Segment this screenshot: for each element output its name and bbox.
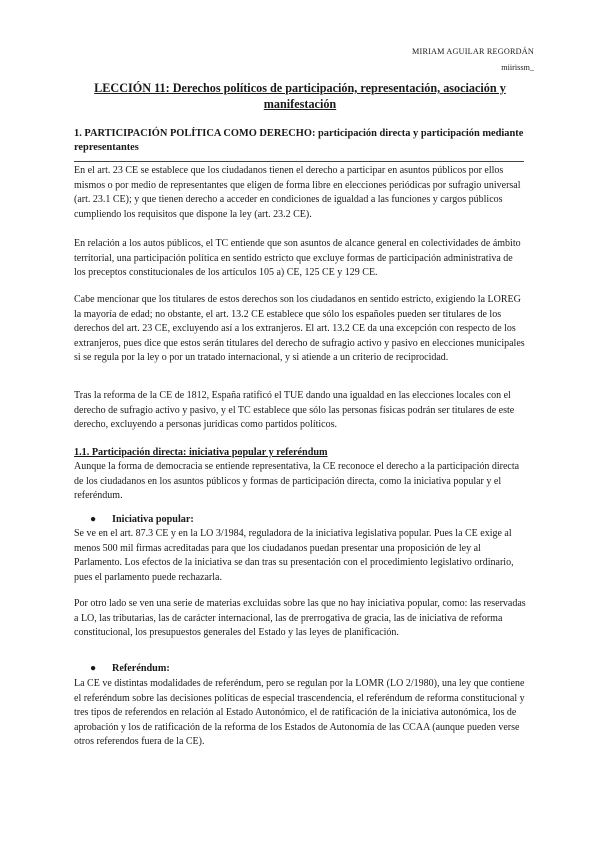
paragraph: Cabe mencionar que los titulares de estos derechos son los ciudadanos en sentido estricto, exigiendo la LOREG la mayoría de edad; no obstante, el art. 13.2 CE establece que sólo los españoles pueden ser titulares de los derechos del art. 23 CE, excluyendo así a los extranjeros. El art. 13.2 CE da una excepción con respecto de los extranjeros, pues dice que estos serán titulares del derecho de sufragio activo y pasivo en elecciones municipales si se regula por la ley o por un tratado internacional, y si atiende a un criterio de reciprocidad. <box>74 294 525 364</box>
bullet-item <box>90 663 170 674</box>
paragraph: La CE ve distintas modalidades de referéndum, pero se regulan por la LOMR (LO 2/1980), una ley que contiene el referéndum sobre las decisiones políticas de especial trascendencia, el referéndum de reforma constitucional y tres tipos de referendos en relación al Estado Autonómico, el de ratificación de la iniciativa autonómica, los de aprobación y los de ratificación de la reforma de los Estados de Autonomía de las CCAA (aunque pueden verse otros referendos fuera de la CE). <box>74 678 525 748</box>
paragraph: Se ve en el art. 87.3 CE y en la LO 3/1984, reguladora de la iniciativa legislativa popular. Pues la CE exige al menos 500 mil firmas acreditadas para que los ciudadanos puedan presentar una proposición de ley al Parlamento. Los efectos de la iniciativa se dan tras su presentación con el procedimiento legislativo ordinario, pues el parlamento puede rechazarla. <box>74 528 514 583</box>
bullet-label: Iniciativa popular: <box>112 514 194 525</box>
paragraph: Aunque la forma de democracia se entiende representativa, la CE reconoce el derecho a la participación directa de los ciudadanos en los asuntos públicos y formas de participación directa, como la iniciativa popular y el referéndum. <box>74 461 520 502</box>
subsection-heading: 1.1. Participación directa: iniciativa popular y referéndum <box>74 447 328 458</box>
paragraph: En relación a los autos públicos, el TC entiende que son asuntos de alcance general en colectividades de ámbito territorial, una participación política en sentido estricto que excluye formas de participación administrativa de los preceptos constitucionales de los artículos 105 a) CE, 125 CE y 129 CE. <box>74 238 521 279</box>
author-name: MIRIAM AGUILAR REGORDÁN <box>412 47 534 56</box>
paragraph: Tras la reforma de la CE de 1812, España ratificó el TUE dando una igualdad en las elecciones locales con el derecho de sufragio activo y pasivo, y el TC establece que sólo las personas físicas podrán ser titulares de este derecho, excluyendo a personas jurídicas como partidos políticos. <box>74 390 515 431</box>
section-divider <box>74 161 524 162</box>
section-heading: 1. PARTICIPACIÓN POLÍTICA COMO DERECHO: participación directa y participación mediante representantes <box>74 128 524 153</box>
bullet-label: Referéndum: <box>112 663 170 674</box>
bullet-item <box>90 514 194 525</box>
bullet-icon: ● <box>90 663 97 674</box>
author-username: miirissm_ <box>501 63 534 72</box>
paragraph: Por otro lado se ven una serie de materias excluidas sobre las que no hay iniciativa popular, como: las reservadas a LO, las tributarias, las de carácter internacional, las de prerrogativa de gracia, las de iniciativa de reforma constitucional, los presupuestos generales del Estado y las leyes de planificación. <box>74 598 526 639</box>
lesson-title: LECCIÓN 11: Derechos políticos de participación, representación, asociación y manifestación <box>94 81 506 111</box>
bullet-icon: ● <box>90 514 97 525</box>
paragraph: En el art. 23 CE se establece que los ciudadanos tienen el derecho a participar en asuntos públicos por ellos mismos o por medio de representantes que eligen de forma libre en elecciones periódicas por sufragio universal (art. 23.1 CE); y que tienen derecho a acceder en condiciones de igualdad a las funciones y cargos públicos cumpliendo los requisitos que dispone la ley (art. 23.2 CE). <box>74 165 521 220</box>
